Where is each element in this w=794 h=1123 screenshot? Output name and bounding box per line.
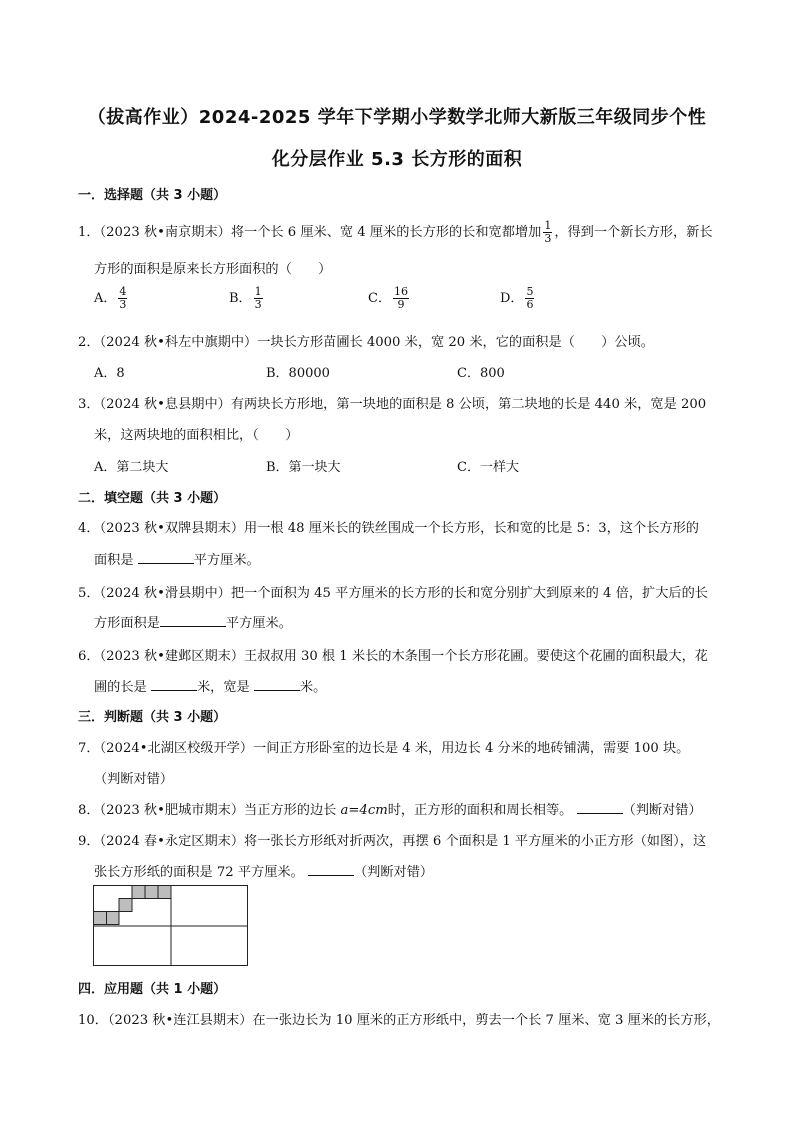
question-1-text-a: 1．（2023 秋•南京期末）将一个长 6 厘米、宽 4 厘米的长方形的长和宽都增加 (78, 225, 542, 240)
unit-square (94, 912, 107, 925)
question-10-line1: 10．（2023 秋•连江县期末）在一张边长为 10 厘米的正方形纸中，剪去一个长 7 厘米、宽 3 厘米的长方形， (78, 1013, 720, 1028)
question-2-option-c[interactable]: C．800 (457, 366, 505, 381)
question-1-line2: 方形的面积是原来长方形面积的（ ） (94, 262, 332, 277)
question-5-line1: 5．（2024 秋•滑县期中）把一个面积为 45 平方厘米的长方形的长和宽分别扩大到原来的 4 倍，扩大后的长 (78, 586, 708, 601)
question-6-line2 (94, 676, 326, 695)
question-4-text-b: 平方厘米。 (193, 553, 260, 568)
question-6-text-c: 米。 (299, 680, 327, 695)
question-8-text-b: 时，正方形的面积和周长相等。 (387, 803, 577, 818)
answer-blank[interactable] (577, 801, 623, 814)
question-5-text-a: 方形面积是 (94, 616, 160, 631)
question-6-text-a: 圃的长是 (94, 680, 151, 695)
unit-square (145, 886, 158, 899)
unit-square (158, 886, 171, 899)
question-9-text-a: 张长方形纸的面积是 72 平方厘米。 (94, 865, 308, 880)
question-3-option-a[interactable]: A．第二块大 (94, 460, 169, 475)
fraction-denominator: 3 (544, 232, 552, 245)
question-9-line2 (94, 861, 433, 880)
option-fraction (525, 286, 534, 311)
unit-square (132, 886, 145, 899)
section-heading-true-false: 三．判断题（共 3 小题） (78, 710, 227, 725)
answer-blank[interactable] (138, 551, 194, 564)
question-3-line1: 3．（2024 秋•息县期中）有两块长方形地，第一块地的面积是 8 公顷，第二块地的长是 440 米，宽是 200 (78, 397, 707, 412)
answer-blank-length[interactable] (151, 678, 197, 691)
fraction-denominator: 3 (254, 298, 262, 311)
section-heading-choice: 一．选择题（共 3 小题） (78, 188, 227, 203)
question-1-text-b: ，得到一个新长方形，新长 (554, 225, 713, 240)
question-4-line1: 4．（2023 秋•双牌县期末）用一根 48 厘米长的铁丝围成一个长方形，长和宽的比是 5：3，这个长方形的 (78, 521, 699, 536)
question-7-line2: （判断对错） (94, 772, 174, 787)
option-label: C． (368, 291, 391, 306)
question-5-text-b: 平方厘米。 (225, 616, 292, 631)
answer-blank[interactable] (160, 614, 226, 627)
question-1-option-c[interactable] (368, 286, 411, 311)
question-2-option-a[interactable]: A．8 (94, 366, 125, 381)
question-1-option-a[interactable] (94, 286, 129, 311)
question-4-line2 (94, 549, 260, 568)
question-1-option-d[interactable] (500, 286, 536, 311)
question-8-line1 (78, 799, 702, 818)
fraction-numerator: 1 (544, 219, 552, 232)
question-1-line1 (78, 220, 713, 245)
option-fraction (393, 286, 409, 311)
option-label: D． (500, 291, 524, 306)
option-fraction (254, 286, 263, 311)
option-label: A． (94, 291, 117, 306)
question-1-fraction (543, 220, 552, 245)
unit-square (119, 899, 132, 912)
question-3-option-c[interactable]: C．一样大 (457, 460, 519, 475)
folded-paper-figure (93, 885, 249, 967)
question-2-line1: 2．（2024 秋•科左中旗期中）一块长方形苗圃长 4000 米，宽 20 米，它的面积是（ ）公顷。 (78, 335, 654, 350)
section-heading-fill-in: 二．填空题（共 3 小题） (78, 491, 227, 506)
question-7-line1: 7．（2024•北湖区校级开学）一间正方形卧室的边长是 4 米，用边长 4 分米的地砖铺满，需要 100 块。 (78, 741, 690, 756)
question-9-text-b: （判断对错） (353, 865, 434, 880)
option-label: B． (229, 291, 252, 306)
option-fraction (118, 286, 127, 311)
question-3-option-b[interactable]: B．第一块大 (266, 460, 341, 475)
question-3-line2: 米，这两块地的面积相比，（ ） (94, 428, 299, 443)
question-8-math: a=4cm (340, 803, 388, 818)
fraction-denominator: 9 (397, 298, 405, 311)
question-8-text-a: 8．（2023 秋•肥城市期末）当正方形的边长 (78, 803, 341, 818)
document-title-line2: 化分层作业 5.3 长方形的面积 (271, 149, 523, 170)
question-6-text-b: 米，宽是 (196, 680, 254, 695)
question-8-text-c: （判断对错） (622, 803, 702, 818)
question-1-option-b[interactable] (229, 286, 265, 311)
fraction-numerator: 1 (254, 285, 262, 298)
answer-blank[interactable] (308, 863, 354, 876)
fraction-denominator: 6 (526, 298, 534, 311)
question-4-text-a: 面积是 (94, 553, 138, 568)
fraction-numerator: 16 (393, 285, 408, 298)
question-9-line1: 9．（2024 春•永定区期末）将一张长方形纸对折两次，再摆 6 个面积是 1 平方厘米的小正方形（如图），这 (78, 834, 707, 849)
fraction-numerator: 4 (119, 285, 127, 298)
question-6-line1: 6．（2023 秋•建邺区期末）王叔叔用 30 根 1 米长的木条围一个长方形花圃。要使这个花圃的面积最大，花 (78, 649, 708, 664)
question-2-option-b[interactable]: B．80000 (266, 366, 330, 381)
answer-blank-width[interactable] (254, 678, 300, 691)
unit-square (106, 912, 119, 925)
document-title-line1: （拔高作业）2024-2025 学年下学期小学数学北师大新版三年级同步个性 (87, 107, 707, 128)
fraction-denominator: 3 (119, 298, 127, 311)
section-heading-application: 四．应用题（共 1 小题） (78, 982, 227, 997)
fraction-numerator: 5 (526, 285, 534, 298)
question-5-line2 (94, 612, 292, 631)
